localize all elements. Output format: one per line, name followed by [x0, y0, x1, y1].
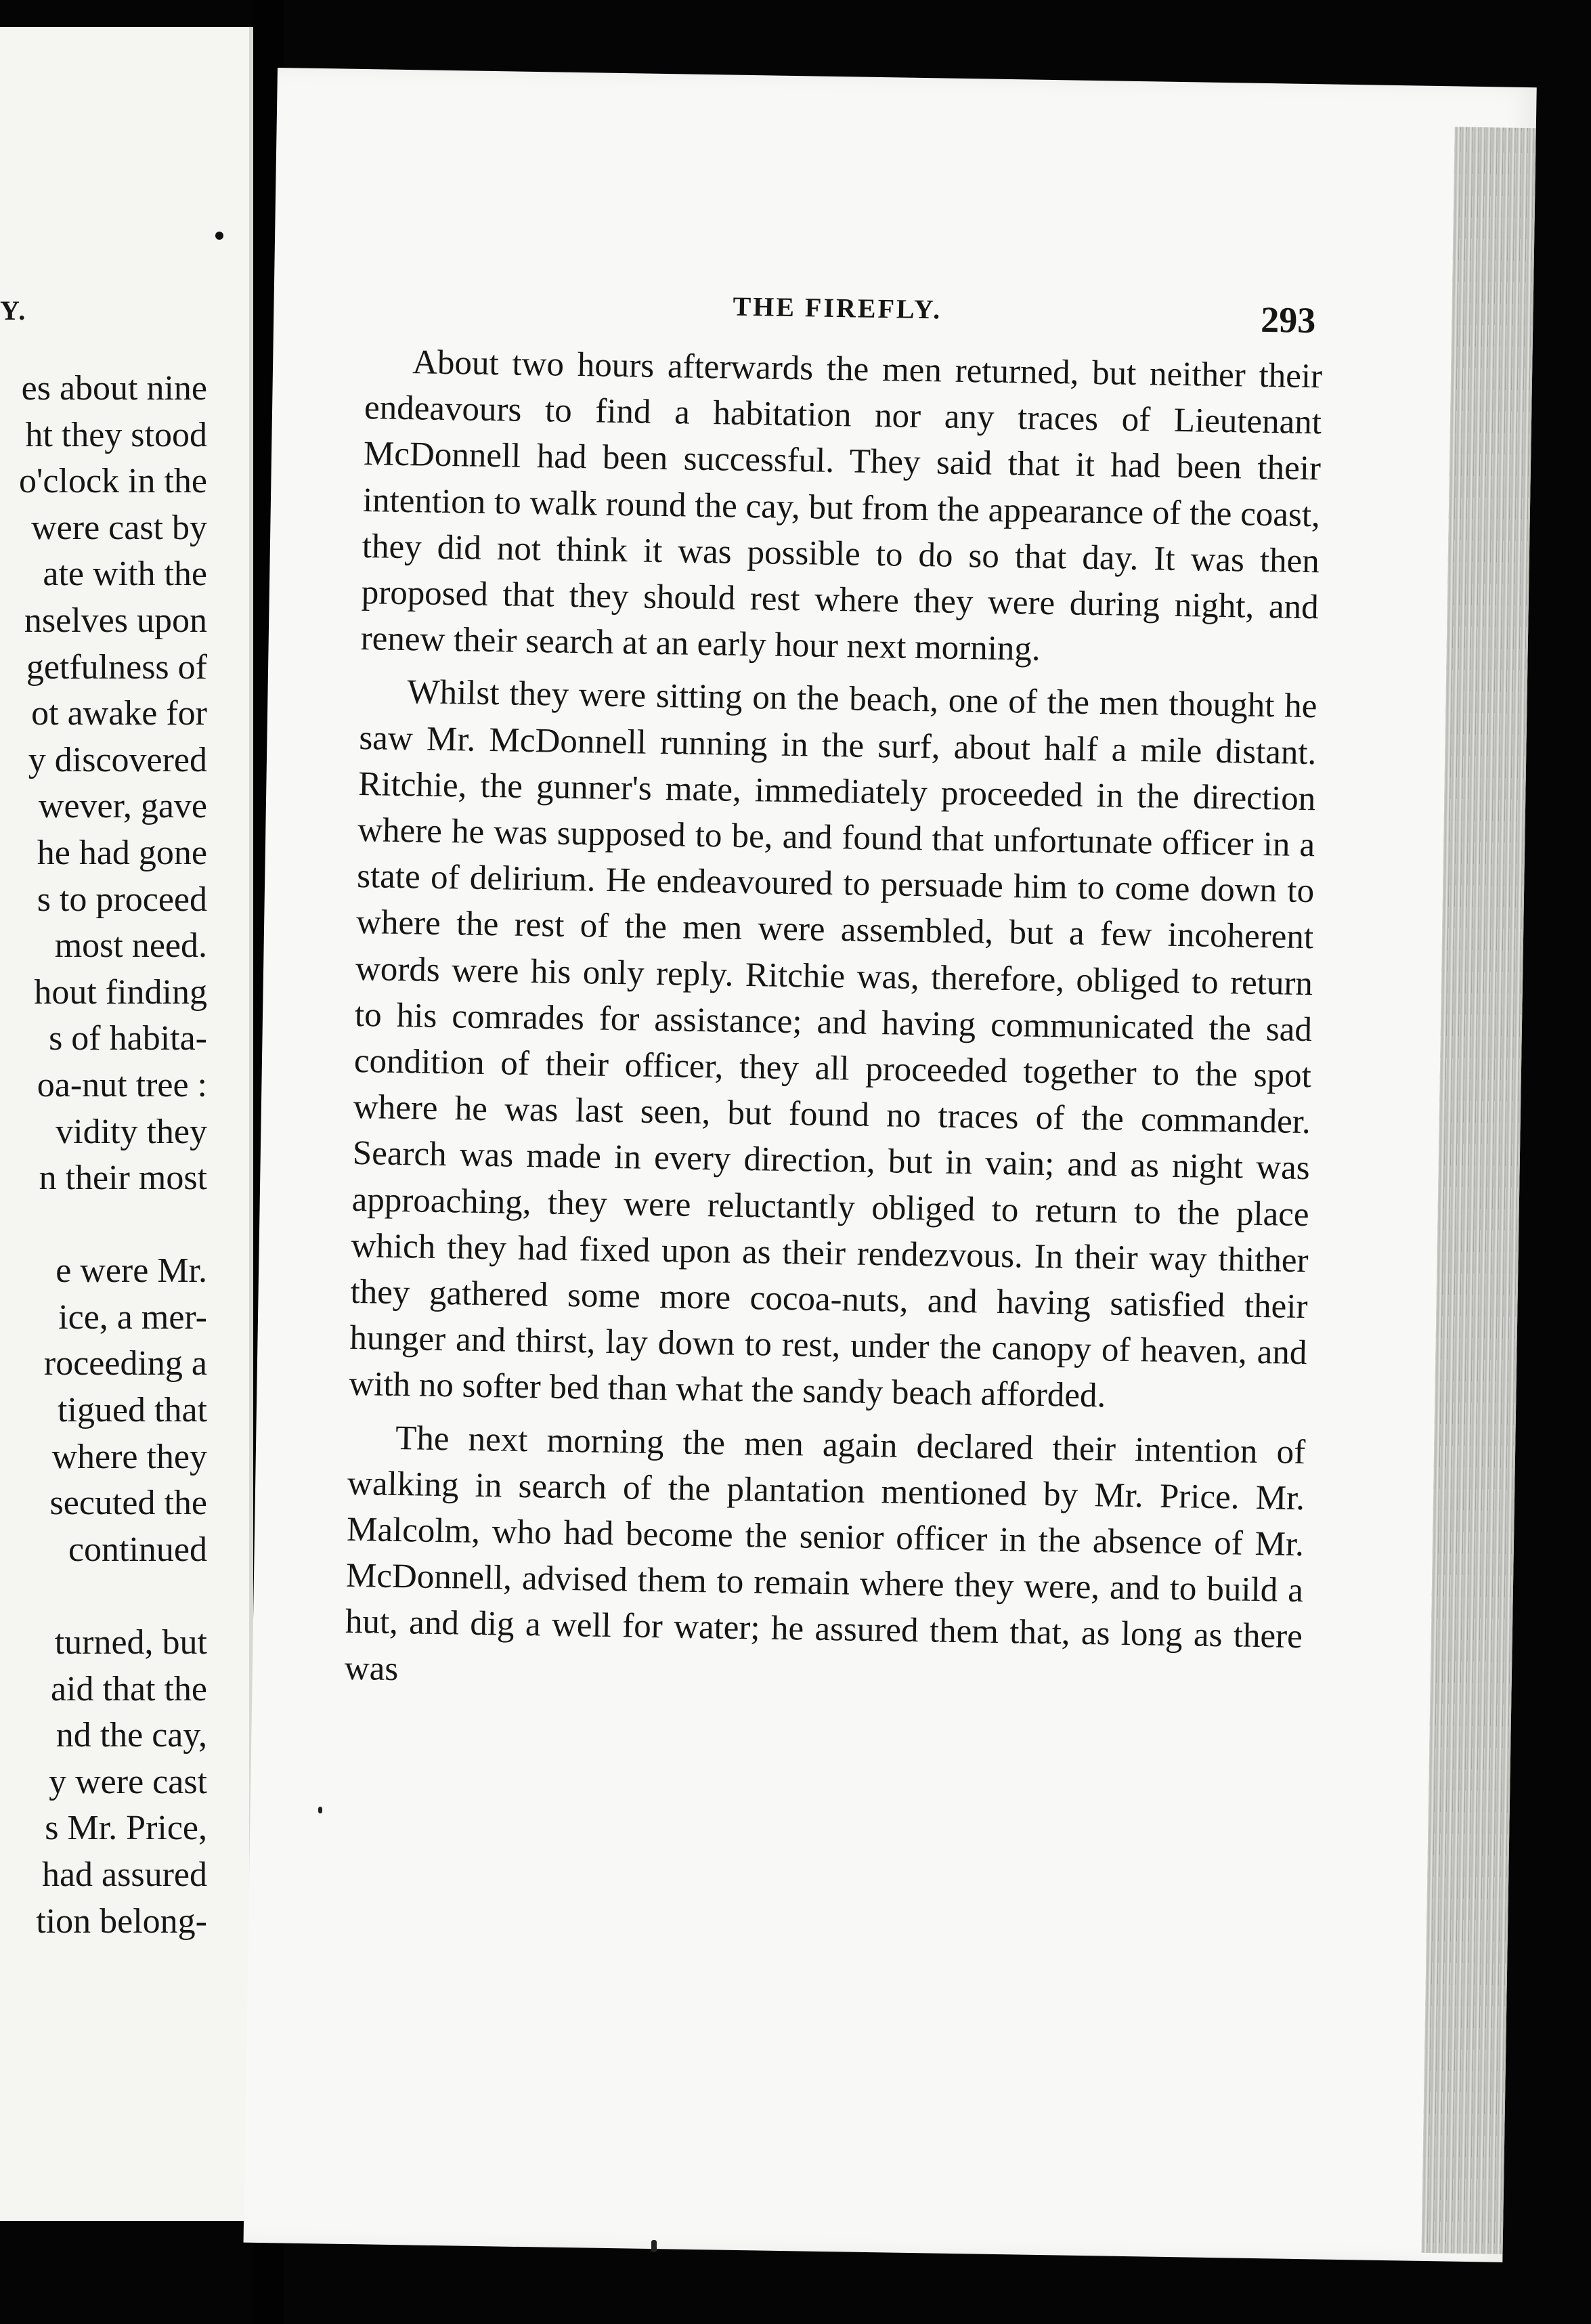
- left-page-line: had assured: [41, 1855, 207, 1894]
- left-page-line: turned, but: [54, 1623, 207, 1662]
- left-page-line: n their most: [39, 1159, 207, 1198]
- left-page-line: wever, gave: [38, 787, 207, 826]
- paragraph: About two hours afterwards the men returned, but neither their endeavours to find a habitation nor any traces of Lieutenant McDonnell had been successful. They said that it had been their intention to walk round the cay, but from the appearance of the coast, they did not think it was possible to do so that day. It was then proposed that they should rest where they were during night, and renew their search at an early hour next morning.: [360, 343, 1323, 669]
- left-running-header: Y.: [0, 295, 27, 326]
- left-page-line: tigued that: [58, 1391, 207, 1430]
- left-page-line: oa-nut tree :: [37, 1065, 207, 1104]
- left-page-line: where they: [51, 1437, 207, 1476]
- ink-speck: [318, 1807, 322, 1813]
- left-page-line: ot awake for: [31, 694, 207, 733]
- ink-speck: [651, 2240, 657, 2252]
- left-page-line: roceeding a: [43, 1344, 207, 1383]
- left-page-line: aid that the: [50, 1669, 207, 1708]
- left-page-line: hout finding: [34, 972, 207, 1012]
- left-page-line: o'clock in the: [19, 462, 207, 501]
- left-page-line: ht they stood: [25, 415, 207, 454]
- paragraph: Whilst they were sitting on the beach, one of the men thought he saw Mr. McDonnell running in the surf, about half a mile distant. Ritchie, the gunner's mate, immediately proceeded in the direction where he was supposed to be, and found that unfortunate officer in a state of delirium. He endeavoured to persuade him to come down to where the rest of the men were assembled, but a few incoherent words were his only reply. Ritchie was, therefore, obliged to return to his comrades for assistance; and having communicated the sad condition of their officer, they all proceeded together to the spot where he was last seen, but found no traces of the commander. Search was made in every direction, but in vain; and as night was approaching, they were reluctantly obliged to return to the place which they had fixed upon as their rendezvous. In their way thither they gathered some more cocoa-nuts, and having satisfied their hunger and thirst, lay down to rest, under the canopy of heaven, and with no softer bed than what the sandy beach afforded.: [349, 673, 1317, 1415]
- left-page-line: s of habita-: [49, 1019, 207, 1058]
- left-page-line: were cast by: [31, 508, 207, 547]
- left-page-line: tion belong-: [36, 1901, 207, 1941]
- left-page-line: s to proceed: [37, 880, 207, 919]
- left-page-line: getfulness of: [26, 647, 207, 687]
- left-page-line: s Mr. Price,: [45, 1809, 207, 1848]
- running-header: THE FIREFLY.: [733, 290, 942, 325]
- left-page-line: ate with the: [43, 555, 207, 594]
- left-page-line: most need.: [54, 926, 207, 966]
- left-page-line: ice, a mer-: [58, 1297, 207, 1337]
- paragraph: The next morning the men again declared their intention of walking in search of the plantation mentioned by Mr. Price. Mr. Malcolm, who had become the senior officer in the absence of Mr. McDonnell, advised them to remain where they were, and to build a hut, and dig a well for water; he assured them that, as long as there was: [344, 1419, 1306, 1688]
- left-page-line: es about nine: [21, 369, 207, 408]
- left-page-line: [0, 1573, 207, 1620]
- left-page-line: e were Mr.: [56, 1251, 207, 1291]
- left-page-line: [0, 1202, 207, 1249]
- body-text: [344, 339, 1322, 1706]
- left-page-line: he had gone: [37, 833, 207, 872]
- left-page-line: continued: [68, 1530, 207, 1569]
- left-page-line: y were cast: [49, 1762, 207, 1801]
- left-page-line: nselves upon: [24, 601, 207, 640]
- left-page-line: secuted the: [49, 1484, 207, 1523]
- left-page-fragment: [0, 27, 253, 2221]
- page-number: 293: [1260, 299, 1316, 341]
- left-page-text: [0, 366, 207, 1945]
- left-page-line: y discovered: [28, 740, 207, 779]
- right-page: [244, 68, 1537, 2262]
- left-page-line: nd the cay,: [56, 1716, 207, 1755]
- ink-speck: [215, 232, 223, 240]
- left-page-line: vidity they: [56, 1112, 207, 1151]
